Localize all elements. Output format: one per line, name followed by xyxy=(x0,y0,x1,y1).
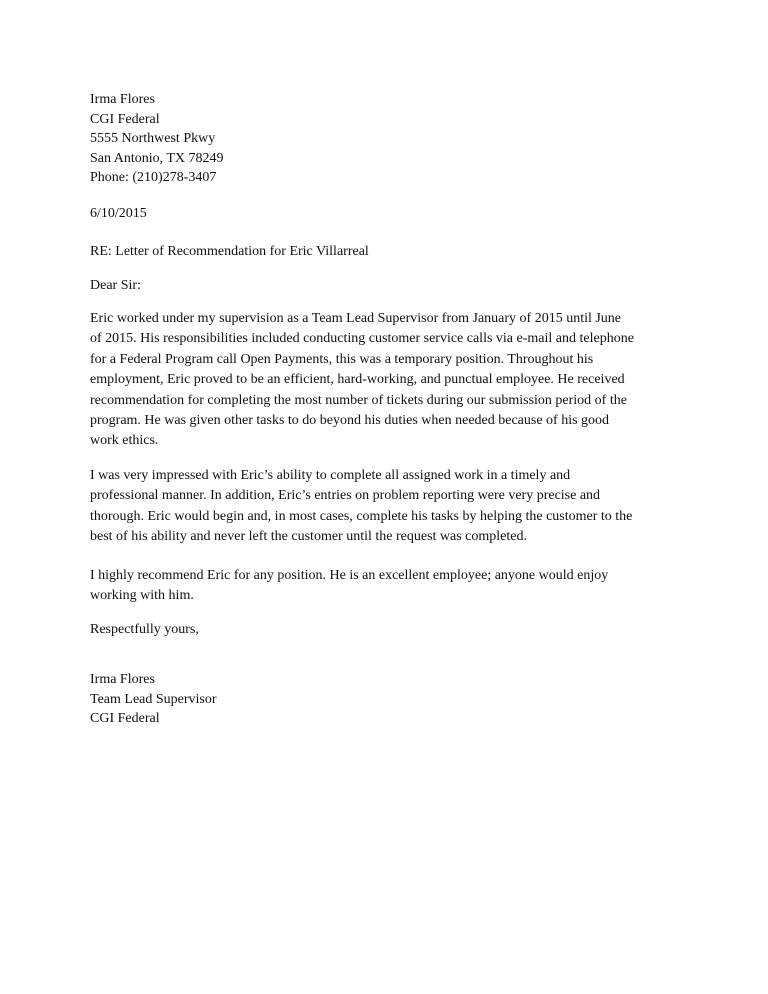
paragraph-line: professional manner. In addition, Eric’s entries on problem reporting were very precise and xyxy=(90,488,601,504)
sender-address-block xyxy=(90,90,690,188)
sender-city-state-zip: San Antonio, TX 78249 xyxy=(90,150,224,166)
paragraph-line: working with him. xyxy=(90,587,194,603)
paragraph-line: recommendation for completing the most number of tickets during our submission period of the xyxy=(90,392,627,408)
salutation xyxy=(90,276,690,296)
paragraph-line: for a Federal Program call Open Payments, this was a temporary position. Throughout his xyxy=(90,351,594,367)
sender-street: 5555 Northwest Pkwy xyxy=(90,131,216,147)
body-paragraph-2 xyxy=(90,466,690,548)
body-paragraph-3 xyxy=(90,566,690,605)
signature-title: Team Lead Supervisor xyxy=(90,691,217,707)
date-text: 6/10/2015 xyxy=(90,206,147,221)
signature-block xyxy=(90,670,690,729)
paragraph-line: I highly recommend Eric for any position. He is an excellent employee; anyone would enjoy xyxy=(90,568,609,583)
paragraph-line: I was very impressed with Eric’s ability to complete all assigned work in a timely and xyxy=(90,468,571,483)
signature-name: Irma Flores xyxy=(90,672,155,687)
paragraph-line: employment, Eric proved to be an efficient, hard-working, and punctual employee. He received xyxy=(90,372,625,388)
sender-company: CGI Federal xyxy=(90,111,160,127)
salutation-text: Dear Sir: xyxy=(90,278,141,293)
closing-text: Respectfully yours, xyxy=(90,622,199,637)
paragraph-line: of 2015. His responsibilities included conducting customer service calls via e-mail and telephone xyxy=(90,331,634,347)
subject-line xyxy=(90,242,690,262)
body-paragraph-1 xyxy=(90,309,690,452)
paragraph-line: work ethics. xyxy=(90,433,159,449)
paragraph-line: best of his ability and never left the customer until the request was completed. xyxy=(90,529,527,545)
paragraph-line: program. He was given other tasks to do beyond his duties when needed because of his good xyxy=(90,413,610,429)
letter-date xyxy=(90,204,690,224)
signature-company: CGI Federal xyxy=(90,711,160,727)
sender-phone: Phone: (210)278-3407 xyxy=(90,170,217,186)
paragraph-line: thorough. Eric would begin and, in most cases, complete his tasks by helping the customer to the xyxy=(90,508,633,524)
sender-name: Irma Flores xyxy=(90,92,155,107)
paragraph-line: Eric worked under my supervision as a Team Lead Supervisor from January of 2015 until June xyxy=(90,311,622,326)
subject-text: RE: Letter of Recommendation for Eric Villarreal xyxy=(90,244,369,259)
closing xyxy=(90,620,690,640)
